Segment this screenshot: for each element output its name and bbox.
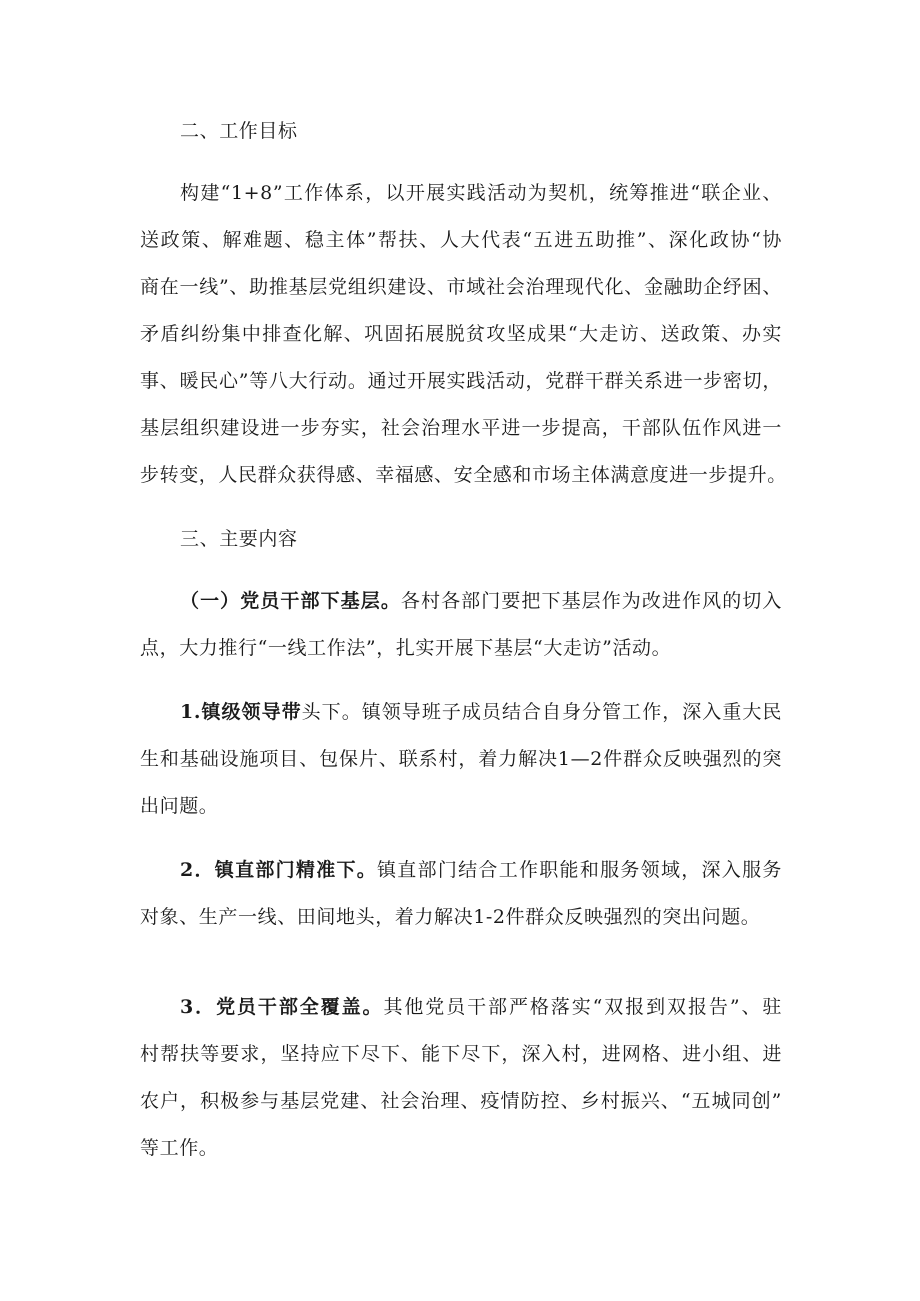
paragraph-line: 商在一线”、助推基层党组织建设、市域社会治理现代化、金融助企纾困、	[140, 276, 782, 298]
paragraph-text: 镇直部门结合工作职能和服务领域，深入服务	[377, 859, 782, 881]
paragraph-line: 生和基础设施项目、包保片、联系村，着力解决1—2件群众反映强烈的突	[140, 748, 782, 770]
section-heading-goals: 二、工作目标	[180, 120, 298, 142]
paragraph-line: 等工作。	[140, 1137, 219, 1159]
section-heading-content: 三、主要内容	[180, 528, 298, 550]
paragraph-line	[180, 858, 782, 882]
paragraph-line: 农户，积极参与基层党建、社会治理、疫情防控、乡村振兴、“五城同创”	[140, 1090, 782, 1112]
paragraph-line: 对象、生产一线、田间地头，着力解决1-2件群众反映强烈的突出问题。	[140, 906, 761, 928]
paragraph-text: 各村各部门要把下基层作为改进作风的切入	[400, 590, 782, 612]
paragraph-line	[180, 700, 782, 724]
subheading-item-3: 3．党员干部全覆盖。	[180, 996, 384, 1018]
subheading-item-1: 1.镇级领导带	[180, 701, 302, 723]
subheading-cadres-grassroots: （一）党员干部下基层。	[180, 590, 401, 612]
paragraph-line	[180, 589, 782, 613]
paragraph-line: 基层组织建设进一步夯实，社会治理水平进一步提高，干部队伍作风进一	[140, 417, 782, 439]
paragraph-line: 步转变，人民群众获得感、幸福感、安全感和市场主体满意度进一步提升。	[140, 464, 787, 486]
paragraph-line: 点，大力推行“一线工作法”，扎实开展下基层“大走访”活动。	[140, 637, 672, 659]
paragraph-line	[180, 995, 782, 1019]
paragraph-text: 其他党员干部严格落实“双报到双报告”、驻	[383, 996, 782, 1018]
paragraph-line: 村帮扶等要求，坚持应下尽下、能下尽下，深入村，进网格、进小组、进	[140, 1043, 782, 1065]
paragraph-line: 事、暖民心”等八大行动。通过开展实践活动，党群干群关系进一步密切，	[140, 370, 782, 392]
paragraph-line: 出问题。	[140, 795, 219, 817]
paragraph-line: 矛盾纠纷集中排查化解、巩固拓展脱贫攻坚成果“大走访、送政策、办实	[140, 323, 782, 345]
paragraph-line: 送政策、解难题、稳主体”帮扶、人大代表“五进五助推”、深化政协“协	[140, 229, 782, 251]
paragraph-text: 头下。镇领导班子成员结合自身分管工作，深入重大民	[301, 701, 782, 723]
subheading-item-2: 2．镇直部门精准下。	[180, 859, 378, 881]
paragraph-line: 构建“1+8”工作体系，以开展实践活动为契机，统筹推进“联企业、	[180, 182, 782, 204]
